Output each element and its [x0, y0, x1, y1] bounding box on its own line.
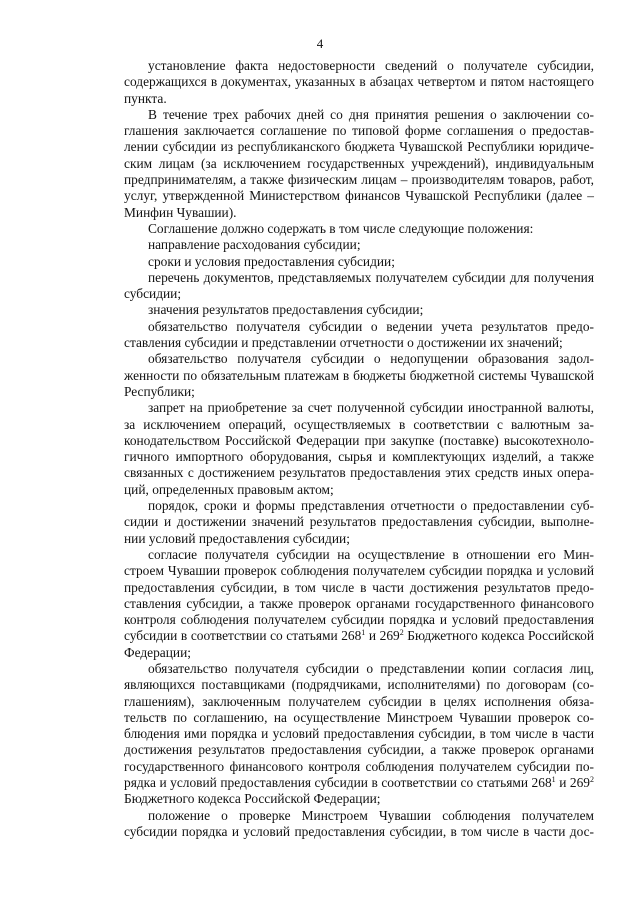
list-paragraph: запрет на приобретение за счет полученной субсидии иностранной валюты, за исключением операций, осуществляемых в соответствии с валютным законодательством Российской Федерации при закупке (поставке) высокотехнологичного импортного оборудования, сырья и комплектующих изделий, а также связанных с достижением результатов предоставления этих средств иных операций, определенных правовым актом;: [124, 400, 594, 497]
list-paragraph: направление расходования субсидии;: [148, 237, 361, 253]
article-superscript: 2: [590, 775, 594, 785]
list-paragraph: сроки и условия предоставления субсидии;: [148, 253, 395, 269]
list-paragraph: обязательство получателя субсидии о ведении учета результатов предоставления субсидии и представлении отчетности о достижении их значений;: [124, 318, 594, 351]
conjunction-text: и 269: [555, 775, 590, 791]
obligation-text: обязательство получателя субсидии о представлении копии согласия лиц, являющихся поставщиками (подрядчиками, исполнителями) по договорам (соглашениям), заключенным получателем субсидии в целях исполнения обязательств по соглашению, на осуществление Минстроем Чувашии проверок соблюдения ими порядка и условий предоставления субсидии, в том числе в части достижения результатов предоставления субсидии, а также проверок органами государственного финансового контроля соблюдения получателем субсидии порядка и условий предоставления субсидии в соответствии со статьями 268: [124, 660, 594, 791]
consent-paragraph: [124, 547, 594, 661]
list-paragraph: обязательство получателя субсидии о недопущении образования задолженности по обязательным платежам в бюджеты бюджетной системы Чувашской Республики;: [124, 351, 594, 399]
page-number: 4: [316, 36, 324, 51]
list-paragraph: значения результатов предоставления субсидии;: [148, 302, 424, 318]
consent-text: согласие получателя субсидии на осуществление в отношении его Минстроем Чувашии проверок соблюдения получателем субсидии порядка и условий предоставления субсидии, в том числе в части достижения результатов предоставления субсидии, а также проверок органами государственного финансового контроля соблюдения получателем субсидии порядка и условий предоставления субсидии в соответствии со статьями 268: [124, 546, 594, 644]
obligation-paragraph: [124, 661, 594, 808]
article-superscript: 2: [399, 628, 404, 638]
paragraph: Соглашение должно содержать в том числе следующие положения:: [148, 220, 534, 236]
paragraph: В течение трех рабочих дней со дня принятия решения о заключении соглашения заключается соглашение по типовой форме соглашения о предоставлении субсидии из республиканского бюджета Чувашской Республики юридическим лицам (за исключением государственных учреждений), индивидуальным предпринимателям, а также физическим лицам – производителям товаров, работ, услуг, утвержденной Министерством финансов Чувашской Республики (далее – Минфин Чувашии).: [124, 106, 594, 220]
obligation-tail: Бюджетного кодекса Российской Федерации;: [124, 791, 381, 807]
consent-tail: Бюджетного кодекса Российской Федерации;: [124, 628, 594, 660]
article-superscript: 1: [361, 628, 366, 638]
paragraph: установление факта недостоверности сведений о получателе субсидии, содержащихся в документах, указанных в абзацах четвертом и пятом настоящего пункта.: [124, 58, 594, 106]
document-body: [124, 58, 594, 840]
list-paragraph: порядок, сроки и формы представления отчетности о предоставлении субсидии и достижении значений результатов предоставления субсидии, выполнении условий предоставления субсидии;: [124, 498, 594, 546]
list-paragraph: положение о проверке Минстроем Чувашии соблюдения получателем субсидии порядка и условий предоставления субсидии, в том числе в части дос-: [124, 807, 594, 839]
list-paragraph: перечень документов, представляемых получателем субсидии для получения субсидии;: [124, 269, 594, 302]
conjunction-text: и 269: [365, 628, 400, 644]
article-superscript: 1: [551, 775, 556, 785]
